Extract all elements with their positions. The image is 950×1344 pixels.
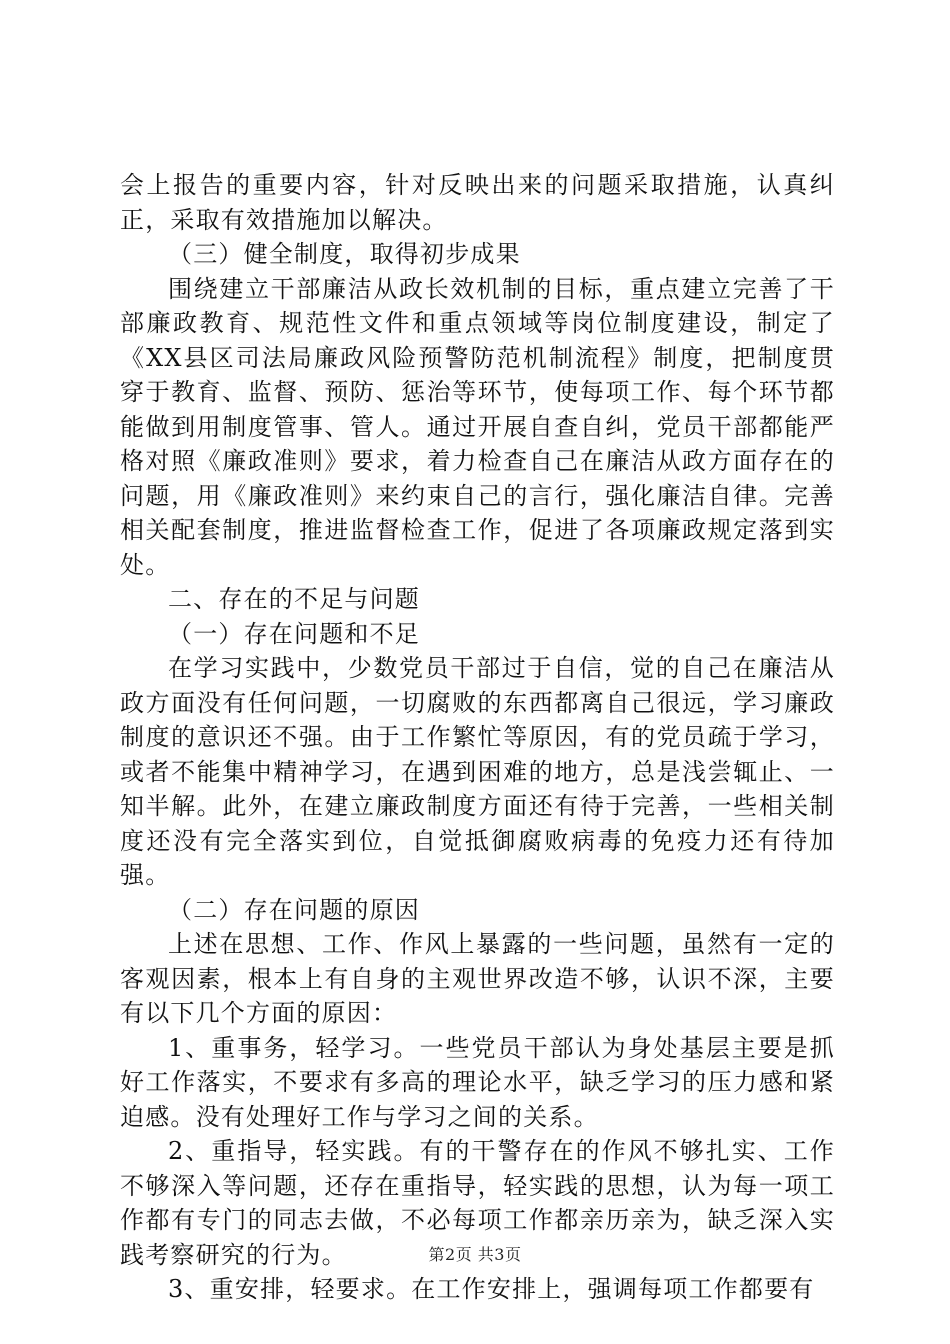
list-item-1: 1、重事务，轻学习。一些党员干部认为身处基层主要是抓好工作落实，不要求有多高的理论水平，缺乏学习的压力感和紧迫感。没有处理好工作与学习之间的关系。 xyxy=(120,1033,835,1131)
section-heading-1: （一）存在问题和不足 xyxy=(168,619,420,648)
section-heading-2: （二）存在问题的原因 xyxy=(168,895,420,924)
section-heading-3: （三）健全制度，取得初步成果 xyxy=(168,240,521,268)
paragraph-1: 会上报告的重要内容，针对反映出来的问题采取措施，认真纠正，采取有效措施加以解决。 xyxy=(120,171,835,234)
paragraph-4: 上述在思想、工作、作风上暴露的一些问题，虽然有一定的客观因素，根本上有自身的主观世界改造不够，认识不深，主要有以下几个方面的原因： xyxy=(120,930,835,1027)
list-item-2: 2、重指导，轻实践。有的干警存在的作风不够扎实、工作不够深入等问题，还存在重指导，轻实践的思想，认为每一项工作都有专门的同志去做，不必每项工作都亲历亲为，缺乏深入实践考察研究的行为。 xyxy=(120,1137,835,1269)
chapter-heading-2: 二、存在的不足与问题 xyxy=(168,585,420,613)
paragraph-2: 围绕建立干部廉洁从政长效机制的目标，重点建立完善了干部廉政教育、规范性文件和重点领域等岗位制度建设，制定了《XX县区司法局廉政风险预警防范机制流程》制度，把制度贯穿于教育、监督、预防、惩治等环节，使每项工作、每个环节都能做到用制度管事、管人。通过开展自查自纠，党员干部都能严格对照《廉政准则》要求，着力检查自己在廉洁从政方面存在的问题，用《廉政准则》来约束自己的言行，强化廉洁自律。完善相关配套制度，推进监督检查工作，促进了各项廉政规定落到实处。 xyxy=(120,274,835,579)
paragraph-3: 在学习实践中，少数党员干部过于自信，觉的自己在廉洁从政方面没有任何问题，一切腐败的东西都离自己很远，学习廉政制度的意识还不强。由于工作繁忙等原因，有的党员疏于学习，或者不能集中精神学习，在遇到困难的地方，总是浅尝辄止、一知半解。此外，在建立廉政制度方面还有待于完善，一些相关制度还没有完全落实到位，自觉抵御腐败病毒的免疫力还有待加强。 xyxy=(120,654,835,889)
page-number-footer: 第2页 共3页 xyxy=(428,1245,522,1264)
document-body xyxy=(120,168,835,1307)
list-item-3: 3、重安排，轻要求。在工作安排上，强调每项工作都要有 xyxy=(168,1275,815,1303)
